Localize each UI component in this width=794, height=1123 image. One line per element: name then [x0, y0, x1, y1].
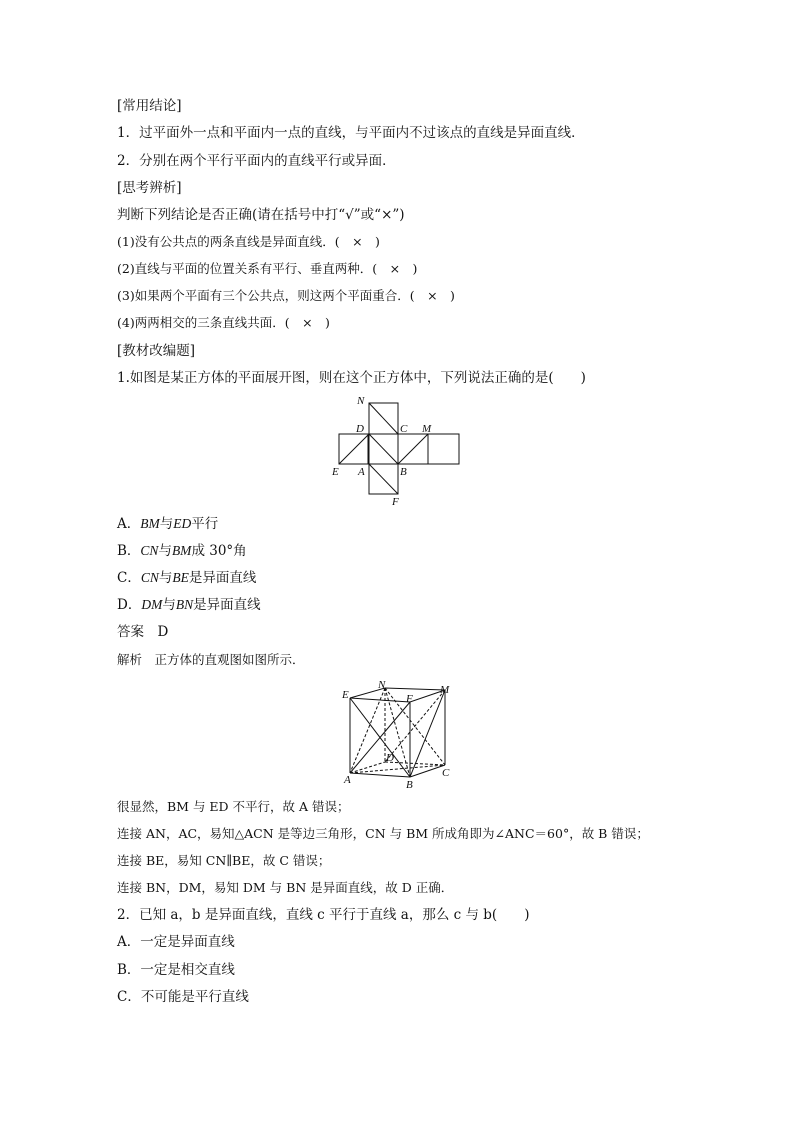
cube-net-figure [330, 392, 465, 508]
option-line-1: CN [140, 570, 159, 585]
option-connector: 与 [158, 543, 172, 559]
cube-label-E: E [342, 689, 349, 701]
explain-line-1: 很显然，BM 与 ED 不平行，故 A 错误； [117, 799, 350, 814]
option-line-2: BM [171, 543, 192, 558]
q1-answer: 答案 D [117, 624, 169, 640]
judge-item-1: (1)没有公共点的两条直线是异面直线．( × ) [117, 234, 380, 249]
cube-label-D: D [386, 752, 394, 764]
explain-line-2: 连接 AN，AC，易知△ACN 是等边三角形，CN 与 BM 所成角即为∠ANC＝60°，故 B 错误； [117, 826, 649, 841]
explain-line-4: 连接 BN，DM，易知 DM 与 BN 是异面直线，故 D 正确． [117, 880, 454, 895]
net-label-N: N [357, 395, 365, 407]
net-label-C: C [400, 423, 408, 435]
net-label-M: M [422, 423, 432, 435]
cube-label-B: B [406, 779, 413, 791]
option-letter: A． [117, 516, 141, 532]
option-line-2: ED [173, 516, 192, 531]
option-connector: 与 [162, 597, 176, 613]
cube-figure [340, 680, 460, 792]
net-label-E: E [332, 466, 339, 478]
option-connector: 与 [159, 516, 174, 532]
cube-label-F: F [406, 693, 413, 705]
cube-label-A: A [344, 774, 351, 786]
option-tail: 是异面直线 [188, 570, 257, 586]
option-tail: 是异面直线 [193, 597, 261, 613]
cube-label-M: M [440, 684, 450, 696]
q1-option-b [117, 541, 247, 561]
judge-item-4: (4)两两相交的三条直线共面．( × ) [117, 315, 330, 330]
option-line-1: DM [141, 597, 163, 612]
judge-intro: 判断下列结论是否正确(请在括号中打“√”或“×”) [117, 207, 405, 223]
q1-option-d [117, 595, 261, 615]
q2-stem: 2．已知 a，b 是异面直线，直线 c 平行于直线 a，那么 c 与 b( ) [117, 907, 530, 923]
section-common-heading: [常用结论] [117, 98, 182, 114]
cube-label-N: N [378, 680, 386, 691]
option-line-1: BM [140, 516, 160, 531]
net-label-F: F [392, 496, 399, 508]
explain-line-3: 连接 BE，易知 CN∥BE，故 C 错误； [117, 853, 331, 868]
common-item-2: 2．分别在两个平行平面内的直线平行或异面． [117, 153, 396, 169]
q2-option-a: A．一定是异面直线 [117, 934, 235, 950]
option-line-2: BE [172, 570, 189, 585]
cube-label-C: C [442, 767, 450, 779]
q1-option-a [117, 514, 218, 534]
judge-item-3: (3)如果两个平面有三个公共点，则这两个平面重合．( × ) [117, 288, 455, 303]
q1-option-c [117, 568, 256, 588]
net-label-A: A [358, 466, 365, 478]
q2-option-c: C．不可能是平行直线 [117, 989, 249, 1005]
option-tail: 平行 [191, 516, 219, 532]
option-letter: D． [117, 597, 142, 613]
q1-analysis: 解析 正方体的直观图如图所示． [117, 652, 305, 667]
option-letter: B． [117, 543, 141, 559]
net-label-B: B [400, 466, 407, 478]
net-label-D: D [356, 423, 364, 435]
q2-option-b: B．一定是相交直线 [117, 962, 235, 978]
section-textbook-heading: [教材改编题] [117, 343, 196, 359]
section-thinking-heading: [思考辨析] [117, 180, 182, 196]
judge-item-2: (2)直线与平面的位置关系有平行、垂直两种．( × ) [117, 261, 418, 276]
q1-stem: 1.如图是某正方体的平面展开图，则在这个正方体中，下列说法正确的是( ) [117, 370, 586, 386]
common-item-1: 1．过平面外一点和平面内一点的直线，与平面内不过该点的直线是异面直线． [117, 125, 585, 141]
option-connector: 与 [158, 570, 173, 586]
option-line-2: BN [175, 597, 194, 612]
option-line-1: CN [140, 543, 159, 558]
option-tail: 成 30°角 [191, 543, 247, 559]
option-letter: C． [117, 570, 141, 586]
